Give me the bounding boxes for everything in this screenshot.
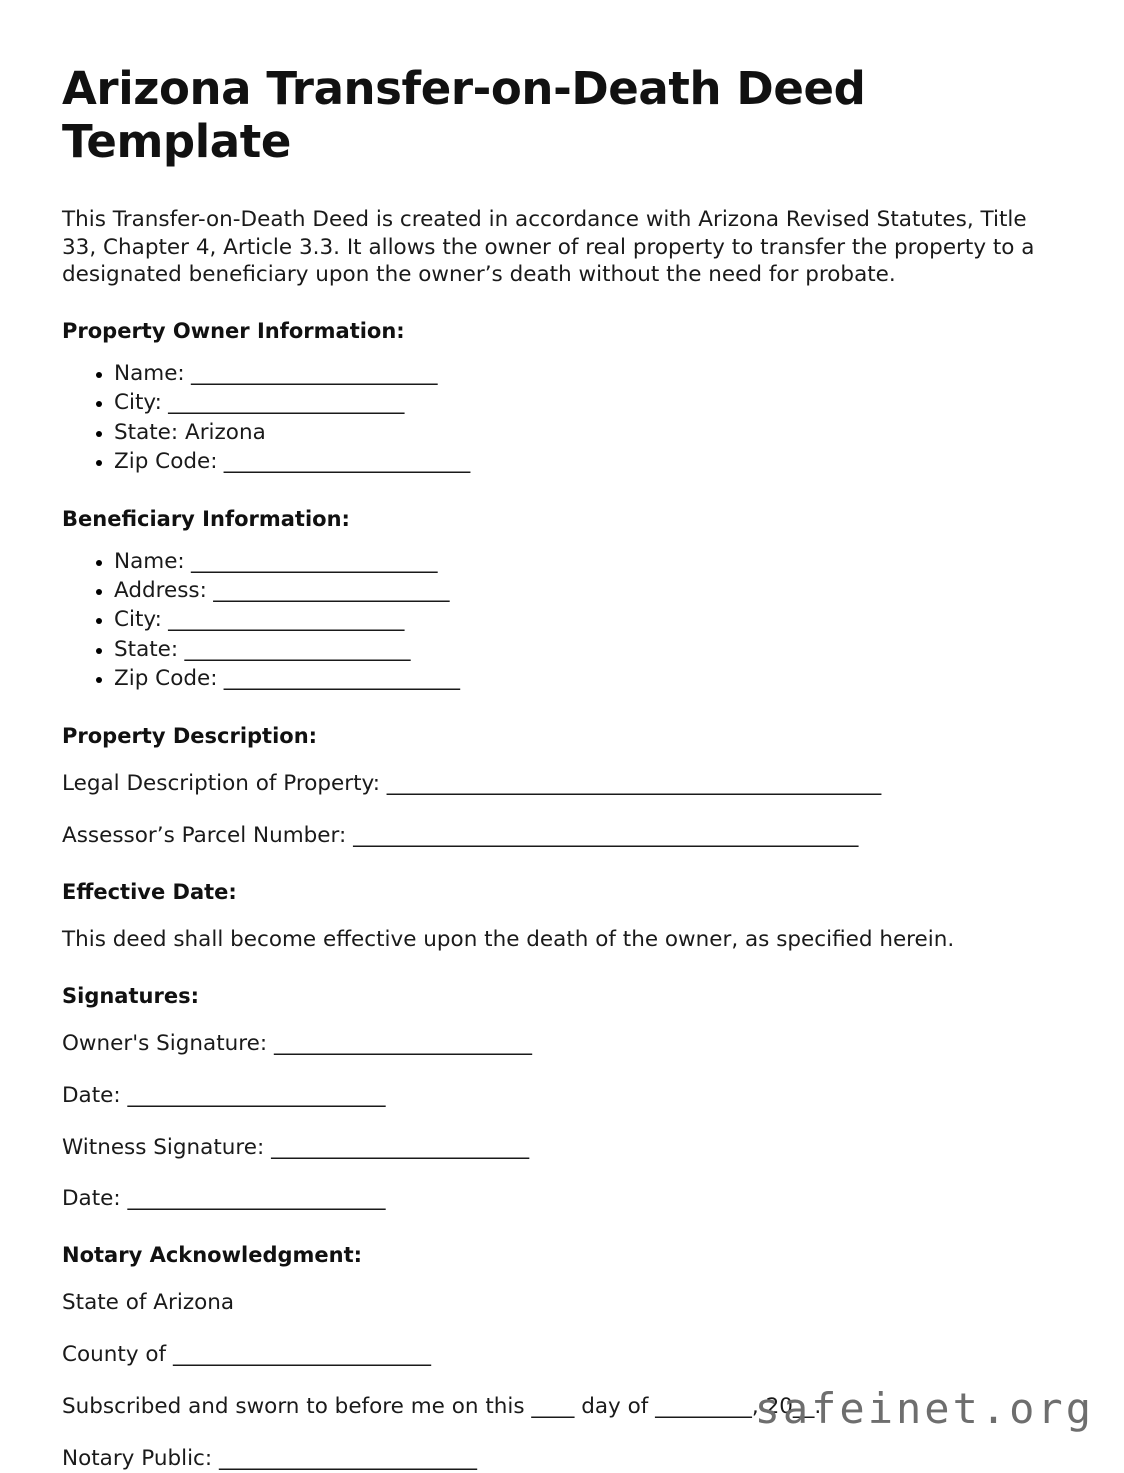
list-item xyxy=(96,547,1062,576)
notary-sworn-line: Subscribed and sworn to before me on this ____ day of _________, 20__. xyxy=(62,1394,822,1420)
section-heading-notary: Notary Acknowledgment: xyxy=(62,1243,363,1268)
field-value-state: Arizona xyxy=(178,419,266,445)
effective-date-text: This deed shall become effective upon the death of the owner, as specified herein. xyxy=(62,926,955,952)
section-heading-signatures: Signatures: xyxy=(62,983,199,1008)
owner-date-line: Date: ________________________ xyxy=(62,1082,386,1108)
beneficiary-label-zip: Zip Code: xyxy=(114,666,218,692)
legal-description-line: Legal Description of Property: ______________________________________________ xyxy=(62,770,882,796)
notary-public-line: Notary Public: ________________________ xyxy=(62,1446,477,1472)
beneficiary-blank-address: _______________________ xyxy=(206,578,449,603)
field-label-zip: Zip Code: xyxy=(114,449,218,475)
section-heading-beneficiary: Beneficiary Information: xyxy=(62,506,350,531)
field-label-city: City: xyxy=(114,390,162,416)
notary-state-line: State of Arizona xyxy=(62,1290,235,1316)
field-blank-zip: ________________________ xyxy=(217,449,470,475)
field-label-name: Name: xyxy=(114,360,185,386)
beneficiary-label-name: Name: xyxy=(114,548,185,574)
beneficiary-blank-name: ________________________ xyxy=(184,548,438,574)
list-item xyxy=(96,605,1062,634)
section-heading-property-owner: Property Owner Information: xyxy=(62,318,405,343)
field-blank-city: _______________________ xyxy=(161,390,404,416)
list-item xyxy=(96,388,1062,417)
section-heading-effective-date: Effective Date: xyxy=(62,879,237,904)
beneficiary-blank-state: ______________________ xyxy=(178,636,410,662)
site-watermark: safeinet.org xyxy=(754,1384,1094,1433)
beneficiary-blank-zip: _______________________ xyxy=(217,666,460,692)
parcel-number-line: Assessor’s Parcel Number: _______________________________________________ xyxy=(62,822,859,848)
witness-date-line: Date: ________________________ xyxy=(62,1186,386,1212)
list-item xyxy=(96,418,1062,447)
notary-county-line: County of ________________________ xyxy=(62,1342,431,1368)
list-item xyxy=(96,635,1062,664)
list-item xyxy=(96,359,1062,388)
beneficiary-field-list xyxy=(62,547,1062,694)
list-item xyxy=(96,576,1062,605)
beneficiary-label-address: Address: xyxy=(114,578,207,603)
beneficiary-label-state: State: xyxy=(114,636,179,662)
list-item xyxy=(96,664,1062,693)
witness-signature-line: Witness Signature: ________________________ xyxy=(62,1134,530,1160)
list-item xyxy=(96,447,1062,476)
owner-signature-line: Owner's Signature: ________________________ xyxy=(62,1030,532,1056)
property-owner-field-list xyxy=(62,359,1062,477)
beneficiary-label-city: City: xyxy=(114,607,162,633)
section-heading-property-description: Property Description: xyxy=(62,723,318,748)
field-label-state: State: xyxy=(114,419,179,445)
beneficiary-blank-city: _______________________ xyxy=(161,607,404,633)
field-blank-name: ________________________ xyxy=(184,360,438,386)
document-content xyxy=(62,62,1062,1473)
page-title: Arizona Transfer-on-Death Deed Template xyxy=(62,62,866,169)
intro-paragraph: This Transfer-on-Death Deed is created in accordance with Arizona Revised Statutes, Title 33, Chapter 4, Article 3.3. It allows the owner of real property to transfer the property to a designated beneficiary upon the owner’s death without the need for probate. xyxy=(62,207,1035,288)
